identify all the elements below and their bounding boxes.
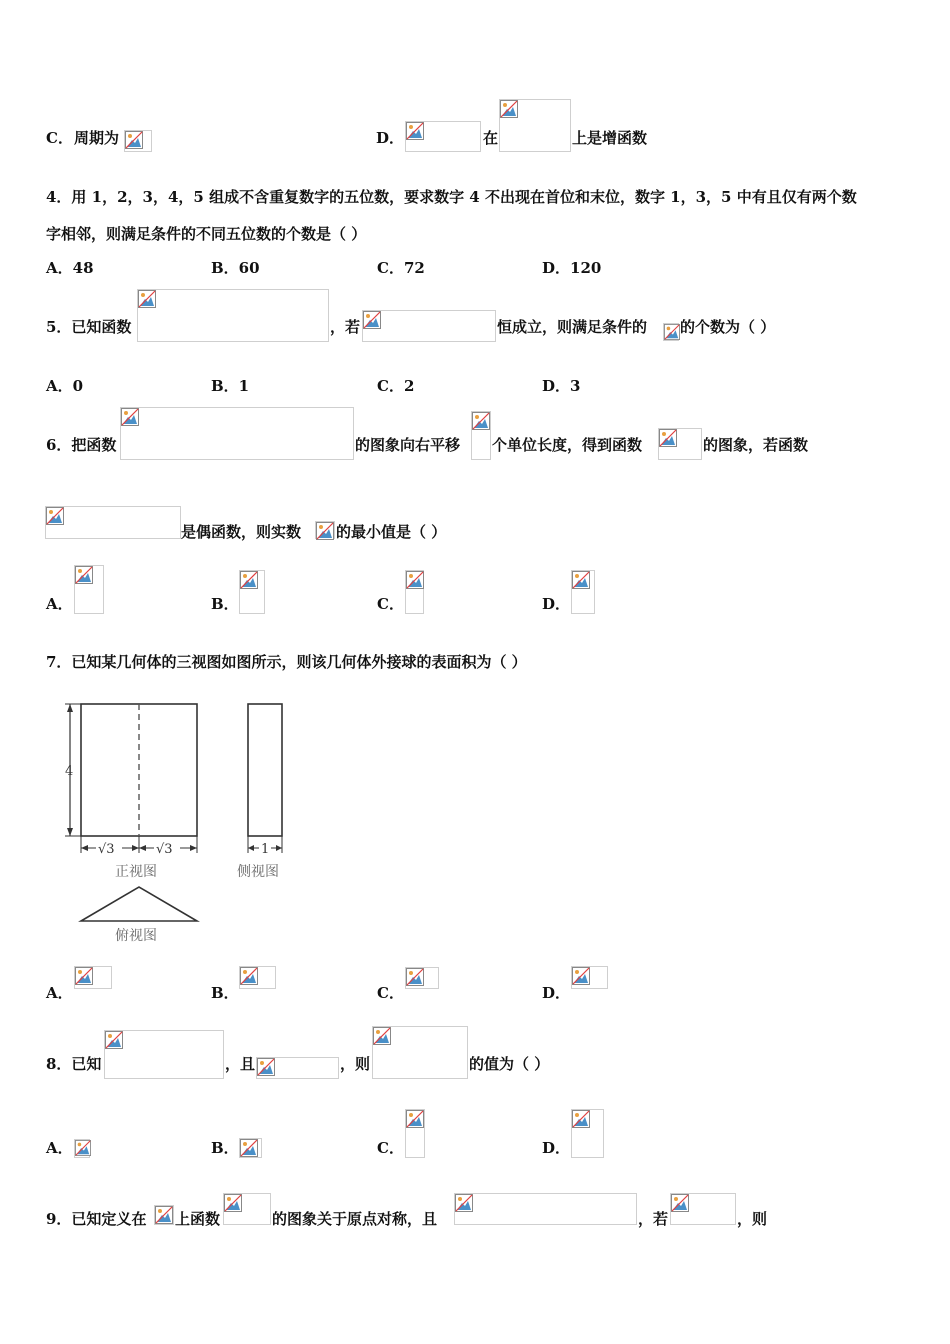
broken-image-icon [671, 1194, 689, 1212]
broken-image-icon [659, 429, 677, 447]
three-view-figure [55, 695, 305, 950]
width-label-left: √3 [98, 842, 115, 857]
broken-image-icon [316, 522, 334, 540]
formula-image [499, 99, 571, 152]
q9-mid2: 的图象关于原点对称，且 [272, 1210, 438, 1228]
side-view-caption: 侧视图 [237, 864, 279, 880]
broken-image-icon [75, 967, 93, 985]
q8-option-b: B． [211, 1139, 239, 1157]
broken-image-icon [240, 967, 258, 985]
formula-image [256, 1057, 339, 1079]
q6-line2-end: 的最小值是（ ） [336, 523, 447, 541]
broken-image-icon [138, 290, 156, 308]
broken-image-icon [406, 571, 424, 589]
q6-mid: 的图象向右平移 [355, 436, 461, 454]
formula-image [74, 565, 104, 614]
formula-image [658, 428, 702, 460]
formula-image [571, 570, 595, 614]
broken-image-icon [257, 1058, 275, 1076]
broken-image-icon [500, 100, 518, 118]
broken-image-icon [363, 311, 381, 329]
broken-image-icon [121, 408, 139, 426]
formula-image [315, 521, 335, 539]
broken-image-icon [406, 1110, 424, 1128]
q5-pre: 5．已知函数 [46, 318, 132, 336]
formula-image [104, 1030, 224, 1079]
q8-mid2: ，则 [340, 1055, 371, 1073]
q6-end: 的图象，若函数 [703, 436, 809, 454]
formula-image [362, 310, 496, 342]
formula-image [74, 1139, 90, 1158]
q6-pre: 6．把函数 [46, 436, 117, 454]
q7-text: 7．已知某几何体的三视图如图所示，则该几何体外接球的表面积为（ ） [46, 653, 527, 671]
broken-image-icon [240, 1139, 258, 1157]
q6-option-b: B． [211, 595, 239, 613]
broken-image-icon [406, 122, 424, 140]
q5-mid: ，若 [330, 318, 361, 336]
q4-option-c: C．72 [377, 259, 425, 277]
formula-image [571, 1109, 604, 1158]
broken-image-icon [572, 967, 590, 985]
q7-option-c: C． [377, 984, 404, 1002]
formula-image [154, 1205, 174, 1225]
height-label: 4 [65, 764, 74, 779]
broken-image-icon [373, 1027, 391, 1045]
top-view-triangle [81, 887, 197, 921]
formula-image [454, 1193, 637, 1225]
formula-image [405, 570, 424, 614]
top-view-caption: 俯视图 [115, 928, 157, 944]
formula-image [405, 121, 481, 152]
q6-line2-mid: 是偶函数，则实数 [181, 523, 302, 541]
q5-option-d: D．3 [542, 377, 581, 395]
q4-line1: 4．用 1，2，3，4，5 组成不含重复数字的五位数，要求数字 4 不出现在首位和末位，数字 1，3，5 中有且仅有两个数 [46, 188, 857, 206]
broken-image-icon [406, 968, 424, 986]
broken-image-icon [472, 412, 490, 430]
formula-image [663, 323, 679, 341]
q5-end: 的个数为（ ） [680, 318, 776, 336]
q7-option-b: B． [211, 984, 239, 1002]
side-width-label: 1 [261, 842, 270, 857]
formula-image [372, 1026, 468, 1079]
q4-option-d: D．120 [542, 259, 602, 277]
formula-image [239, 570, 265, 614]
broken-image-icon [240, 571, 258, 589]
q8-mid: ，且 [225, 1055, 256, 1073]
q4-line2: 字相邻，则满足条件的不同五位数的个数是（ ） [46, 225, 367, 243]
formula-image [670, 1193, 736, 1225]
q8-end: 的值为（ ） [469, 1055, 550, 1073]
option-c-label: C． [46, 129, 73, 147]
q6-option-c: C． [377, 595, 404, 613]
option-c-text: 周期为 [74, 129, 120, 147]
q9-mid: 上函数 [175, 1210, 221, 1228]
formula-image [571, 966, 608, 989]
q8-pre: 8．已知 [46, 1055, 102, 1073]
formula-image [124, 130, 152, 152]
q9-pre: 9．已知定义在 [46, 1210, 147, 1228]
formula-image [239, 966, 276, 989]
formula-image [120, 407, 354, 460]
q8-option-a: A． [46, 1139, 73, 1157]
side-view-rect [248, 704, 282, 836]
q8-option-c: C． [377, 1139, 404, 1157]
q6-option-d: D． [542, 595, 571, 613]
broken-image-icon [125, 131, 143, 149]
broken-image-icon [75, 1140, 91, 1156]
option-d-end: 上是增函数 [572, 129, 648, 147]
width-label-right: √3 [156, 842, 173, 857]
formula-image [405, 1109, 425, 1158]
q7-option-a: A． [46, 984, 73, 1002]
q9-mid3: ，若 [638, 1210, 669, 1228]
broken-image-icon [75, 566, 93, 584]
option-d-mid: 在 [483, 129, 499, 147]
broken-image-icon [224, 1194, 242, 1212]
broken-image-icon [664, 324, 680, 340]
q5-option-c: C．2 [377, 377, 415, 395]
formula-image [405, 967, 439, 989]
formula-image [223, 1193, 271, 1225]
q4-option-b: B．60 [211, 259, 260, 277]
broken-image-icon [572, 1110, 590, 1128]
q4-option-a: A．48 [46, 259, 94, 277]
formula-image [239, 1138, 262, 1158]
q5-option-b: B．1 [211, 377, 250, 395]
formula-image [45, 506, 181, 539]
front-view-caption: 正视图 [115, 864, 157, 880]
option-d-label: D． [376, 129, 405, 147]
broken-image-icon [572, 571, 590, 589]
broken-image-icon [155, 1206, 173, 1224]
q8-option-d: D． [542, 1139, 571, 1157]
q6-option-a: A． [46, 595, 73, 613]
formula-image [471, 411, 491, 460]
broken-image-icon [105, 1031, 123, 1049]
q9-end: ，则 [737, 1210, 768, 1228]
q5-option-a: A．0 [46, 377, 84, 395]
q5-mid2: 恒成立，则满足条件的 [497, 318, 648, 336]
formula-image [74, 966, 112, 989]
q7-option-d: D． [542, 984, 571, 1002]
broken-image-icon [455, 1194, 473, 1212]
formula-image [137, 289, 329, 342]
broken-image-icon [46, 507, 64, 525]
q6-mid2: 个单位长度，得到函数 [492, 436, 643, 454]
